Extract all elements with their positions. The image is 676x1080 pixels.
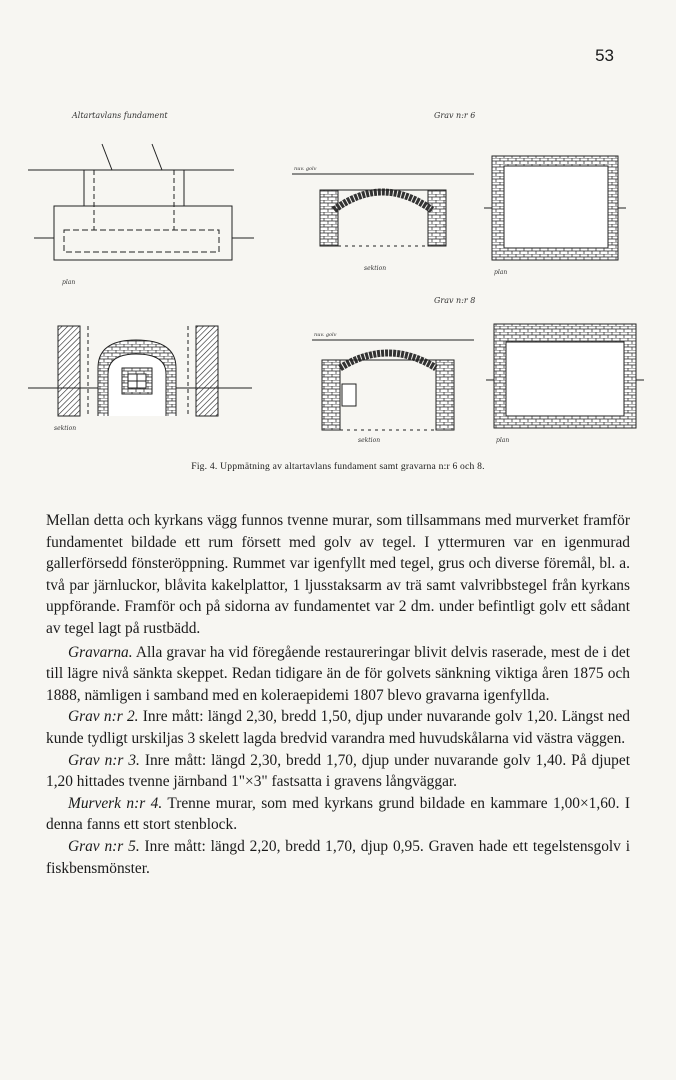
- grave-6-section-label: sektion: [364, 265, 387, 272]
- paragraph-grav-5: Grav n:r 5. Inre mått: längd 2,20, bredd 1,70, djup 0,95. Graven hade ett tegelstensgolv i fiskbensmönster.: [46, 837, 630, 877]
- grave-8-section-label: sektion: [358, 437, 381, 444]
- grave-6-label: Grav n:r 6: [434, 111, 476, 120]
- paragraph-intro: Mellan detta och kyrkans vägg funnos tvenne murar, som tillsammans med murverket framför fundamentet bildade ett rum försett med golv av tegel. I yttermuren var en igenmurad gallerförsedd fönsteröppning. Rummet var igenfyllt med tegel, grus och diverse föremål, bl. a. två par järnluckor, blåvita kakelplattor, 1 ljusstaksarm av trä samt valvribbstegel från kyrkans uppförande. Framför och på sidorna av fundamentet var 2 dm. under befintligt golv ett sådant av tegel lagt på rustbädd.: [46, 512, 630, 637]
- figure-caption: Fig. 4. Uppmätning av altartavlans fundament samt gravarna n:r 6 och 8.: [191, 461, 485, 472]
- heading-gravarna: Gravarna.: [68, 643, 133, 661]
- paragraph-grav-3: Grav n:r 3. Inre mått: längd 2,30, bredd 1,70, djup under nuvarande golv 1,40. På djupet 1,20 hittades tvenne järnband 1"×3" fastsatta i gravens långväggar.: [46, 751, 630, 791]
- grave-8-label: Grav n:r 8: [434, 296, 476, 305]
- heading-grav-5: Grav n:r 5.: [68, 837, 140, 855]
- grave-6-section-drawing: [292, 174, 474, 246]
- heading-murverk-4: Murverk n:r 4.: [68, 794, 163, 812]
- altar-plan-drawing: [28, 144, 254, 260]
- body-text: [46, 510, 630, 879]
- altar-section-drawing: [28, 326, 252, 416]
- grave-6-plan-label: plan: [494, 269, 508, 276]
- grave-6-floor-label: nuv. golv: [294, 166, 317, 172]
- grave-6-plan-drawing: [484, 156, 626, 260]
- paragraph-grav-2: Grav n:r 2. Inre mått: längd 2,30, bredd 1,50, djup under nuvarande golv 1,20. Längst ned kunde tydligt urskiljas 3 skelett lagda bredvid varandra med huvudskålarna vid västra väggen.: [46, 708, 630, 747]
- page-number: 53: [595, 46, 614, 65]
- heading-grav-2: Grav n:r 2.: [68, 708, 139, 726]
- paragraph-murverk-4: Murverk n:r 4. Trenne murar, som med kyrkans grund bildade en kammare 1,00×1,60. I denna fanns ett stort stenblock.: [46, 794, 631, 834]
- measurement-figure: [24, 98, 652, 454]
- grave-8-plan-label: plan: [496, 437, 510, 444]
- altar-foundation-label: Altartavlans fundament: [72, 111, 168, 120]
- altar-plan-label: plan: [62, 279, 76, 286]
- grave-8-section-drawing: [312, 340, 474, 430]
- heading-grav-3: Grav n:r 3.: [68, 751, 140, 769]
- altar-section-label: sektion: [54, 425, 77, 432]
- grave-8-plan-drawing: [486, 324, 644, 428]
- paragraph-gravarna: Gravarna. Alla gravar ha vid föregående restaureringar blivit delvis raserade, mest de i det till lägre nivå sänkta skeppet. Redan tidigare än de för golvets sänkning viktiga åren 1875 och 1888, nämligen i samband med en koleraepidemi 1807 blevo gravarna igenfyllda.: [46, 643, 630, 704]
- grave-8-floor-label: nuv. golv: [314, 332, 337, 338]
